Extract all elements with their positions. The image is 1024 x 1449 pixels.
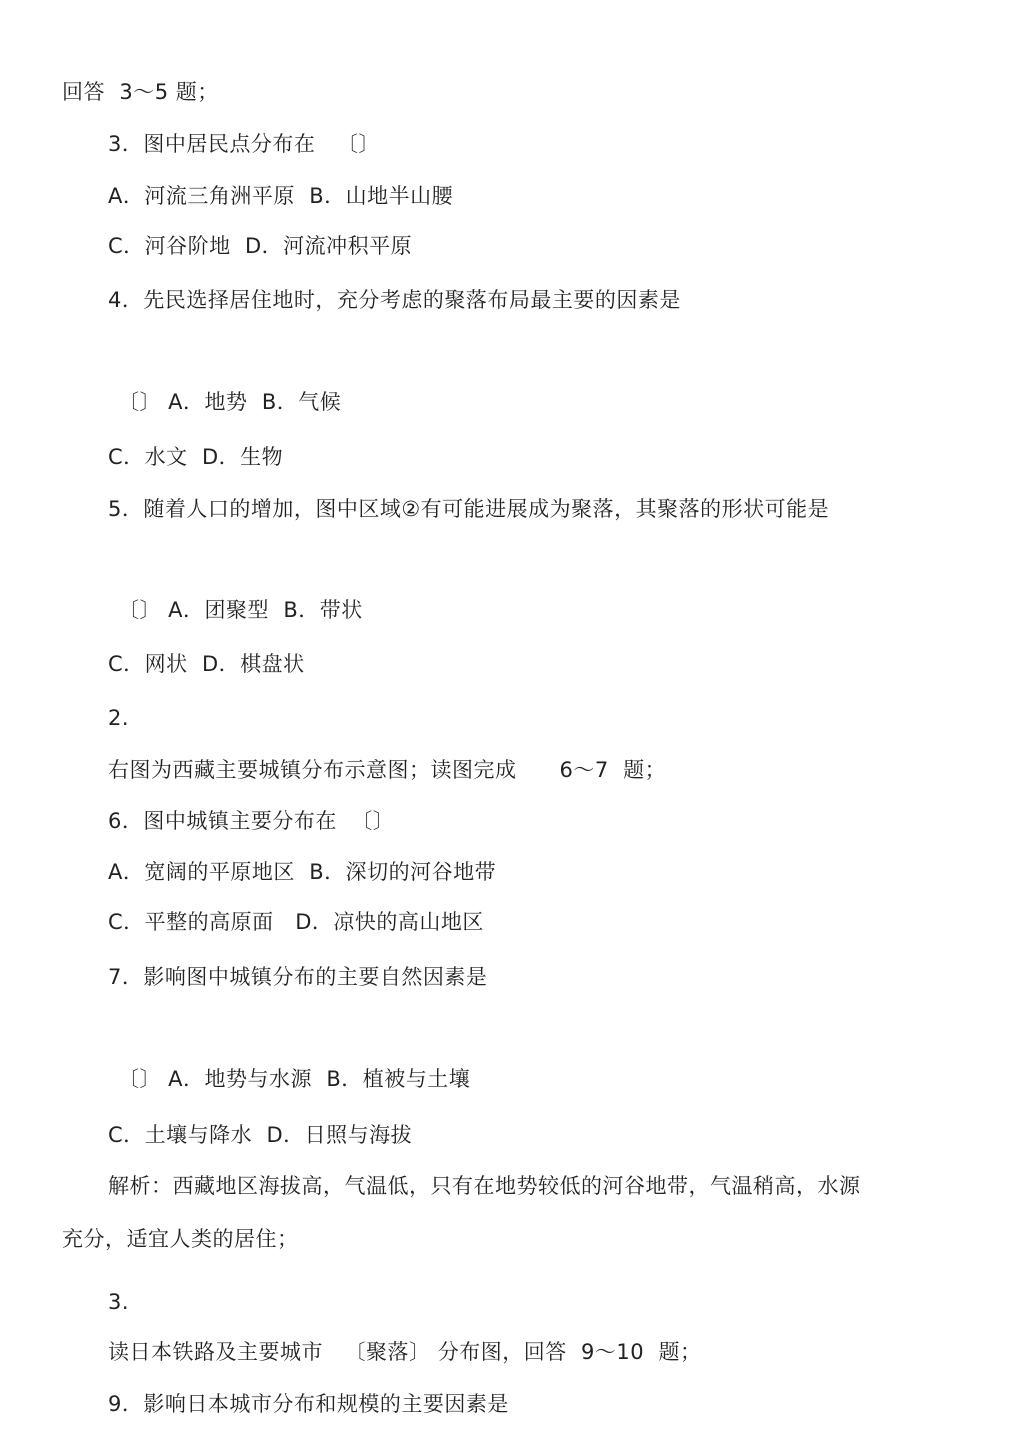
- question-9: 9．影响日本城市分布和规模的主要因素是: [108, 1392, 509, 1416]
- question-6-options-cd: C．平整的高原面 D．凉快的高山地区: [108, 910, 484, 934]
- analysis-line-2: 充分，适宜人类的居住；: [62, 1227, 299, 1251]
- question-3-options-cd: C．河谷阶地 D．河流冲积平原: [108, 234, 413, 258]
- question-7: 7．影响图中城镇分布的主要自然因素是: [108, 965, 488, 989]
- question-5: 5．随着人口的增加，图中区域②有可能进展成为聚落，其聚落的形状可能是: [108, 497, 830, 521]
- question-4: 4．先民选择居住地时，充分考虑的聚落布局最主要的因素是: [108, 288, 681, 312]
- question-7-options-ab: 〔〕 A．地势与水源 B．植被与土壤: [118, 1067, 471, 1091]
- section-number: 2.: [108, 706, 130, 730]
- question-5-options-ab: 〔〕 A．团聚型 B．带状: [118, 598, 363, 622]
- intro-line: 回答 3～5 题；: [62, 80, 219, 104]
- section-number: 3.: [108, 1290, 130, 1314]
- question-4-options-ab: 〔〕 A．地势 B．气候: [118, 390, 342, 414]
- analysis-line-1: 解析：西藏地区海拔高，气温低，只有在地势较低的河谷地带，气温稍高，水源: [108, 1174, 861, 1198]
- question-3-options-ab: A．河流三角洲平原 B．山地半山腰: [108, 184, 454, 208]
- question-7-options-cd: C．土壤与降水 D．日照与海拔: [108, 1123, 413, 1147]
- question-6-options-ab: A．宽阔的平原地区 B．深切的河谷地带: [108, 860, 497, 884]
- question-5-options-cd: C．网状 D．棋盘状: [108, 652, 305, 676]
- section-intro: 读日本铁路及主要城市 〔聚落〕 分布图，回答 9～10 题；: [108, 1340, 702, 1364]
- question-4-options-cd: C．水文 D．生物: [108, 445, 284, 469]
- question-3: 3．图中居民点分布在 〔〕: [108, 132, 380, 156]
- section-intro: 右图为西藏主要城镇分布示意图；读图完成 6～7 题；: [108, 758, 667, 782]
- question-6: 6．图中城镇主要分布在 〔〕: [108, 809, 395, 833]
